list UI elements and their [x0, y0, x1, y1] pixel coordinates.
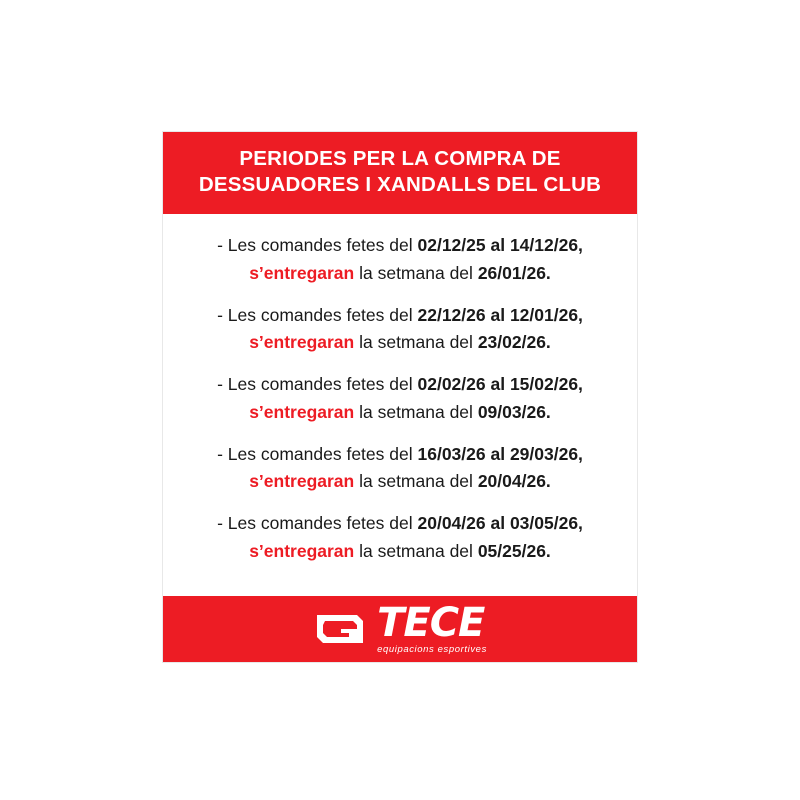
tece-logo: [313, 600, 487, 656]
bullet-dash: -: [217, 443, 223, 464]
period-line-1: [183, 302, 617, 328]
period-entry: [183, 232, 617, 286]
header-line-1: PERIODES PER LA COMPRA DE: [239, 147, 561, 170]
entry-delivery-verb: s’entregaran: [249, 262, 355, 283]
period-entry: [183, 441, 617, 495]
entry-mid: la setmana del: [359, 332, 473, 353]
announcement-poster: [163, 132, 637, 662]
bullet-dash: -: [217, 374, 223, 395]
period-line-1: [183, 510, 617, 536]
tece-logo-mark-icon: [313, 609, 369, 649]
period-line-2: [183, 468, 617, 494]
period-line-1: [183, 232, 617, 258]
poster-footer: [163, 596, 637, 662]
entry-mid: la setmana del: [359, 401, 473, 422]
period-entry: [183, 371, 617, 425]
bullet-dash: -: [217, 304, 223, 325]
entry-order-range: 02/02/26 al 15/02/26,: [417, 374, 583, 395]
entry-order-range: 20/04/26 al 03/05/26,: [417, 513, 583, 534]
entry-lead: Les comandes fetes del: [227, 304, 413, 325]
entry-mid: la setmana del: [359, 471, 473, 492]
period-entry: [183, 302, 617, 356]
poster-body: [163, 214, 637, 596]
entry-mid: la setmana del: [359, 262, 473, 283]
brand-name: TECE: [377, 600, 485, 647]
period-line-1: [183, 371, 617, 397]
entry-delivery-week: 26/01/26.: [477, 262, 551, 283]
entry-delivery-verb: s’entregaran: [249, 471, 355, 492]
entry-lead: Les comandes fetes del: [227, 513, 413, 534]
bullet-dash: -: [217, 513, 223, 534]
period-line-1: [183, 441, 617, 467]
entry-order-range: 16/03/26 al 29/03/26,: [417, 443, 583, 464]
entry-delivery-verb: s’entregaran: [249, 540, 355, 561]
entry-order-range: 02/12/25 al 14/12/26,: [417, 235, 583, 256]
period-line-2: [183, 329, 617, 355]
entry-order-range: 22/12/26 al 12/01/26,: [417, 304, 583, 325]
entry-mid: la setmana del: [359, 540, 473, 561]
brand-tagline: equipacions esportives: [377, 644, 487, 656]
entry-delivery-week: 05/25/26.: [477, 540, 551, 561]
period-line-2: [183, 399, 617, 425]
entry-delivery-week: 23/02/26.: [477, 332, 551, 353]
entry-lead: Les comandes fetes del: [227, 443, 413, 464]
poster-header: [163, 132, 637, 214]
entry-delivery-verb: s’entregaran: [249, 332, 355, 353]
period-line-2: [183, 538, 617, 564]
entry-lead: Les comandes fetes del: [227, 374, 413, 395]
period-line-2: [183, 260, 617, 286]
entry-lead: Les comandes fetes del: [227, 235, 413, 256]
header-line-2: DESSUADORES I XANDALLS DEL CLUB: [198, 173, 602, 197]
tece-logo-text: [377, 600, 487, 656]
period-entry: [183, 510, 617, 564]
bullet-dash: -: [217, 235, 223, 256]
entry-delivery-week: 09/03/26.: [477, 401, 551, 422]
entry-delivery-verb: s’entregaran: [249, 401, 355, 422]
entry-delivery-week: 20/04/26.: [477, 471, 551, 492]
